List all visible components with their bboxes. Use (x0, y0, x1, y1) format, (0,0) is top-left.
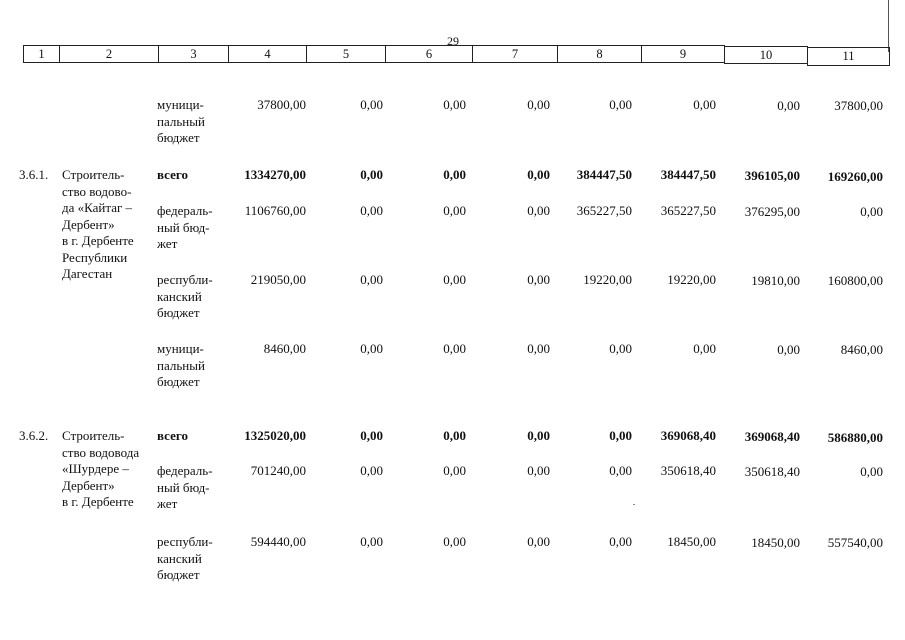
amount-value: 0,00 (527, 167, 550, 182)
amount-value: 169260,00 (827, 169, 883, 184)
amount-value: 0,00 (360, 534, 383, 549)
column-number-cell: 6 (385, 45, 473, 63)
item-title-line: Дербент» (62, 477, 115, 493)
amount-value: 350618,40 (660, 463, 716, 478)
funding-source-line: жет (157, 496, 178, 511)
amount-value: 0,00 (693, 97, 716, 112)
item-title-line: Дербент» (62, 216, 115, 232)
amount-value: 0,00 (443, 534, 466, 549)
column-number-cell: 11 (807, 47, 890, 66)
amount-value: 0,00 (527, 428, 550, 443)
amount-value: 0,00 (443, 203, 466, 218)
amount-value: 376295,00 (744, 204, 800, 219)
amount-value: 0,00 (777, 98, 800, 113)
amount-value: 0,00 (443, 463, 466, 478)
amount-value: 384447,50 (576, 167, 632, 182)
amount-value: 0,00 (693, 341, 716, 356)
amount-value: 384447,50 (660, 167, 716, 182)
amount-value: 0,00 (360, 428, 383, 443)
funding-source-line: федераль- (157, 203, 213, 218)
item-title-line: да «Кайтаг – (62, 200, 133, 215)
amount-value: 586880,00 (827, 430, 883, 445)
amount-value: 0,00 (527, 463, 550, 478)
amount-value: 0,00 (609, 463, 632, 478)
funding-source-line: бюджет (157, 567, 200, 582)
amount-value: 0,00 (527, 341, 550, 356)
item-title-line: в г. Дербенте (62, 494, 134, 509)
column-number-cell: 4 (228, 45, 307, 63)
amount-value: 0,00 (360, 203, 383, 218)
amount-value: 0,00 (527, 534, 550, 549)
item-code: 3.6.2. (19, 428, 49, 443)
funding-source-line: ный бюд- (157, 479, 210, 495)
funding-source-line: бюджет (157, 305, 200, 320)
column-number-cell: 9 (641, 45, 725, 63)
funding-source-line: федераль- (157, 463, 213, 478)
column-number-cell: 7 (472, 45, 558, 63)
column-number-cell: 2 (59, 45, 159, 63)
amount-value: 0,00 (609, 534, 632, 549)
amount-value: 8460,00 (840, 342, 883, 357)
funding-source-line: бюджет (157, 130, 200, 145)
column-number-cell: 5 (306, 45, 386, 63)
amount-value: 365227,50 (576, 203, 632, 218)
amount-value: 219050,00 (250, 272, 306, 287)
amount-value: 0,00 (360, 97, 383, 112)
amount-value: 1334270,00 (244, 167, 306, 182)
amount-value: 0,00 (609, 341, 632, 356)
funding-source-line: всего (157, 167, 188, 182)
amount-value: 0,00 (860, 204, 883, 219)
item-title-line: Строитель- (62, 428, 125, 443)
amount-value: 350618,40 (744, 464, 800, 479)
funding-source-line: муници- (157, 341, 204, 356)
amount-value: 18450,00 (667, 534, 716, 549)
amount-value: 0,00 (360, 463, 383, 478)
column-number-cell: 1 (23, 45, 60, 63)
amount-value: 19220,00 (583, 272, 632, 287)
amount-value: 0,00 (360, 272, 383, 287)
amount-value: 0,00 (443, 272, 466, 287)
amount-value: 0,00 (443, 341, 466, 356)
amount-value: 0,00 (609, 97, 632, 112)
item-title-line: ство водовода (62, 444, 140, 460)
amount-value: 1325020,00 (244, 428, 306, 443)
amount-value: 19220,00 (667, 272, 716, 287)
column-number-row (23, 45, 889, 69)
amount-value: 160800,00 (827, 273, 883, 288)
funding-source-line: всего (157, 428, 188, 443)
amount-value: 369068,40 (744, 429, 800, 444)
amount-value: 0,00 (360, 167, 383, 182)
amount-value: 0,00 (443, 97, 466, 112)
amount-value: 37800,00 (834, 98, 883, 113)
funding-source-line: пальный (157, 357, 205, 373)
item-title-line: «Шурдере – (62, 461, 129, 476)
item-title-line: в г. Дербенте (62, 233, 134, 248)
amount-value: 594440,00 (250, 534, 306, 549)
amount-value: 19810,00 (751, 273, 800, 288)
item-title-line: Республики (62, 249, 128, 265)
funding-source-line: пальный (157, 113, 205, 129)
funding-source-line: канский (157, 288, 202, 304)
amount-value: 557540,00 (827, 535, 883, 550)
amount-value: 396105,00 (744, 168, 800, 183)
amount-value: 0,00 (443, 428, 466, 443)
funding-source-line: ный бюд- (157, 219, 210, 235)
amount-value: 0,00 (527, 272, 550, 287)
column-number-cell: 3 (158, 45, 229, 63)
amount-value: 0,00 (609, 428, 632, 443)
amount-value: 0,00 (443, 167, 466, 182)
funding-source-line: республи- (157, 272, 213, 287)
amount-value: 18450,00 (751, 535, 800, 550)
amount-value: 0,00 (360, 341, 383, 356)
funding-source-line: канский (157, 550, 202, 566)
column-number-cell: 10 (724, 46, 808, 64)
amount-value: 37800,00 (257, 97, 306, 112)
item-title-line: Строитель- (62, 167, 125, 182)
page-number: 29 (447, 34, 459, 48)
column-number-cell: 8 (557, 45, 642, 63)
amount-value: 0,00 (777, 342, 800, 357)
amount-value: 701240,00 (250, 463, 306, 478)
amount-value: 0,00 (527, 97, 550, 112)
amount-value: 365227,50 (660, 203, 716, 218)
amount-value: 8460,00 (263, 341, 306, 356)
funding-source-line: бюджет (157, 374, 200, 389)
amount-value: 0,00 (527, 203, 550, 218)
scan-speck (633, 504, 635, 505)
amount-value: 0,00 (860, 464, 883, 479)
funding-source-line: республи- (157, 534, 213, 549)
amount-value: 1106760,00 (244, 203, 306, 218)
funding-source-line: муници- (157, 97, 204, 112)
amount-value: 369068,40 (660, 428, 716, 443)
funding-source-line: жет (157, 236, 178, 251)
item-title-line: ство водово- (62, 183, 132, 199)
item-title-line: Дагестан (62, 266, 113, 281)
item-code: 3.6.1. (19, 167, 49, 182)
